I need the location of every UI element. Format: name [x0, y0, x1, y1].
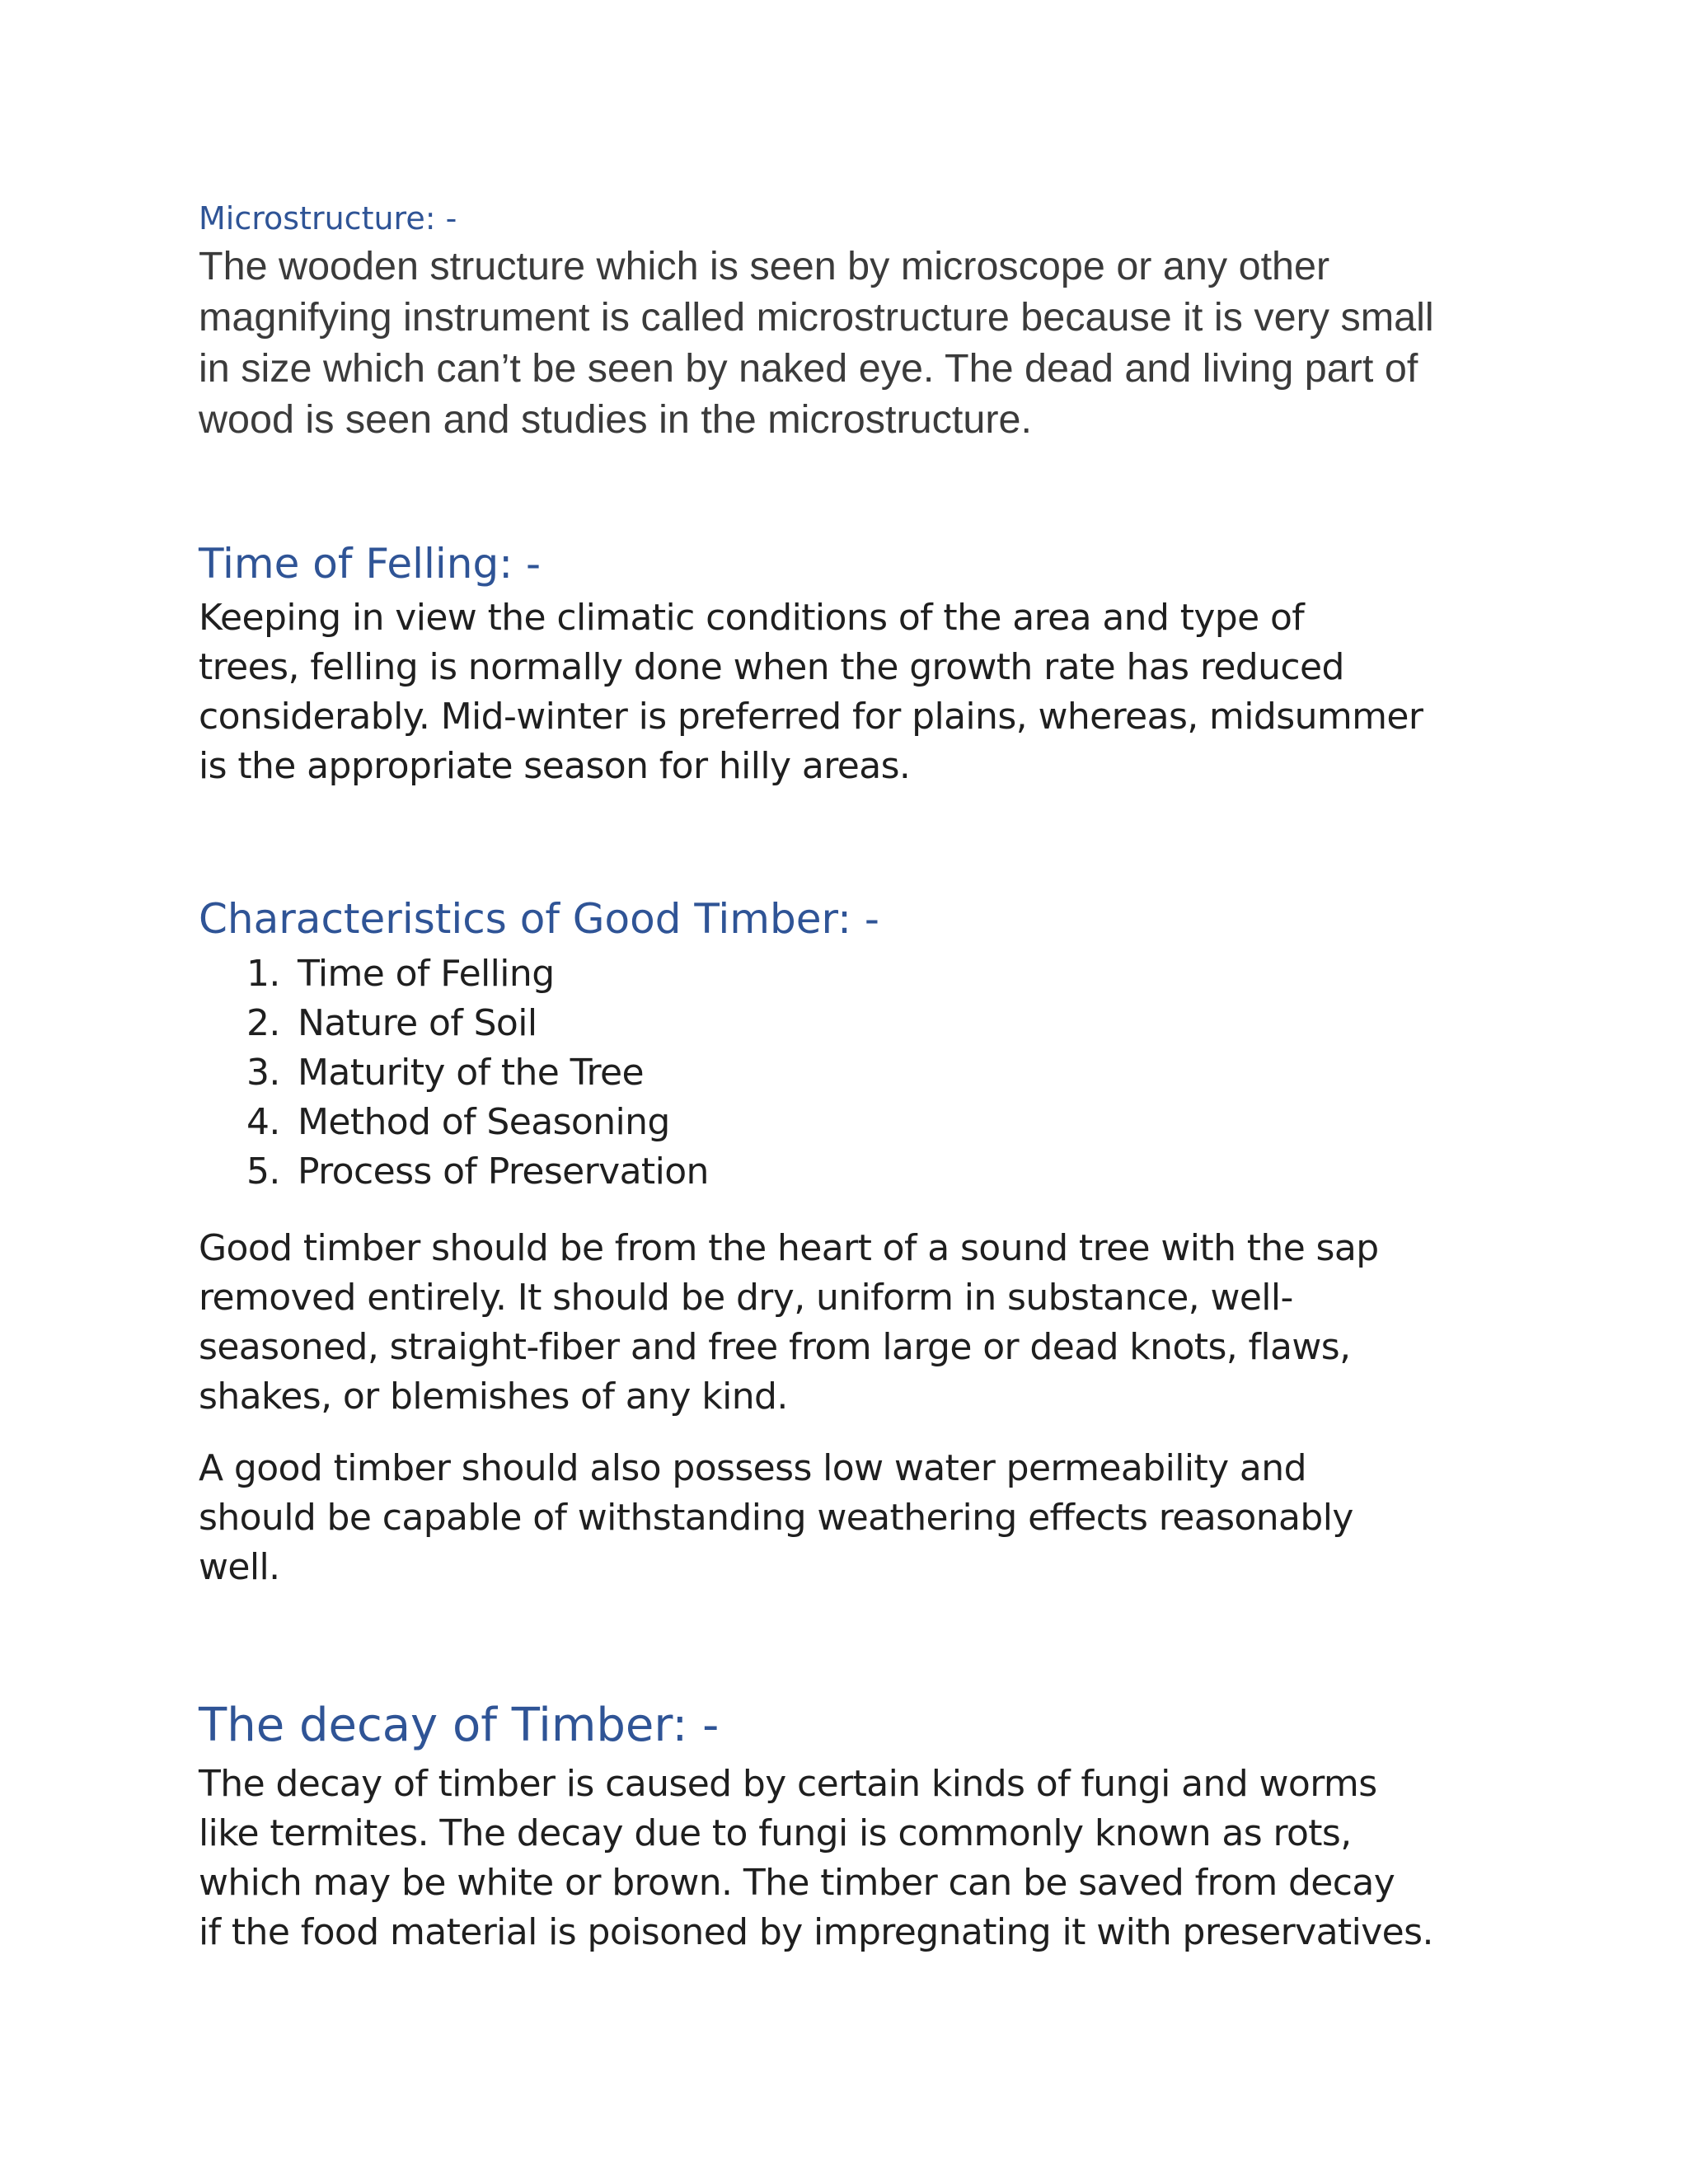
list-item-text: Nature of Soil: [298, 1002, 537, 1044]
list-item: [199, 1147, 1517, 1197]
heading-microstructure: Microstructure: -: [199, 200, 457, 237]
characteristics-list: [199, 949, 1517, 1197]
text-line: is the appropriate season for hilly areas.: [199, 745, 911, 787]
paragraph-decay-of-timber: [199, 1760, 1517, 1957]
paragraph-time-of-felling: [199, 593, 1517, 791]
text-line: wood is seen and studies in the microstructure.: [199, 397, 1032, 442]
heading-characteristics: Characteristics of Good Timber: -: [199, 895, 879, 943]
text-line: Good timber should be from the heart of a sound tree with the sap: [199, 1227, 1379, 1269]
paragraph-good-timber: [199, 1224, 1517, 1422]
list-number: 3.: [246, 1052, 280, 1094]
list-item: [199, 1098, 1517, 1147]
list-item-text: Process of Preservation: [298, 1151, 709, 1193]
list-item-text: Method of Seasoning: [298, 1101, 670, 1143]
paragraph-microstructure: [199, 241, 1517, 445]
text-line: The wooden structure which is seen by microscope or any other: [199, 244, 1330, 288]
list-number: 2.: [246, 1002, 280, 1044]
heading-decay-of-timber: The decay of Timber: -: [199, 1699, 720, 1752]
text-line: shakes, or blemishes of any kind.: [199, 1376, 788, 1418]
list-item: [199, 949, 1517, 999]
list-item-text: Maturity of the Tree: [298, 1052, 644, 1094]
list-item: [199, 999, 1517, 1048]
text-line: well.: [199, 1546, 280, 1588]
text-line: considerably. Mid-winter is preferred for plains, whereas, midsummer: [199, 696, 1423, 738]
text-line: A good timber should also possess low water permeability and: [199, 1447, 1306, 1489]
text-line: should be capable of withstanding weathering effects reasonably: [199, 1497, 1353, 1539]
heading-time-of-felling: Time of Felling: -: [199, 540, 542, 588]
list-item: [199, 1048, 1517, 1098]
list-number: 1.: [246, 953, 280, 995]
text-line: if the food material is poisoned by impregnating it with preservatives.: [199, 1911, 1433, 1953]
list-number: 4.: [246, 1101, 280, 1143]
text-line: like termites. The decay due to fungi is commonly known as rots,: [199, 1812, 1352, 1854]
text-line: seasoned, straight-fiber and free from large or dead knots, flaws,: [199, 1326, 1351, 1368]
text-line: in size which can’t be seen by naked eye. The dead and living part of: [199, 346, 1418, 391]
text-line: Keeping in view the climatic conditions of the area and type of: [199, 597, 1305, 639]
text-line: magnifying instrument is called microstructure because it is very small: [199, 295, 1434, 340]
text-line: removed entirely. It should be dry, uniform in substance, well-: [199, 1277, 1293, 1319]
text-line: which may be white or brown. The timber can be saved from decay: [199, 1862, 1395, 1904]
text-line: The decay of timber is caused by certain kinds of fungi and worms: [199, 1763, 1377, 1805]
list-number: 5.: [246, 1151, 280, 1193]
paragraph-good-timber-permeability: [199, 1444, 1517, 1592]
text-line: trees, felling is normally done when the growth rate has reduced: [199, 646, 1344, 688]
list-item-text: Time of Felling: [298, 953, 555, 995]
